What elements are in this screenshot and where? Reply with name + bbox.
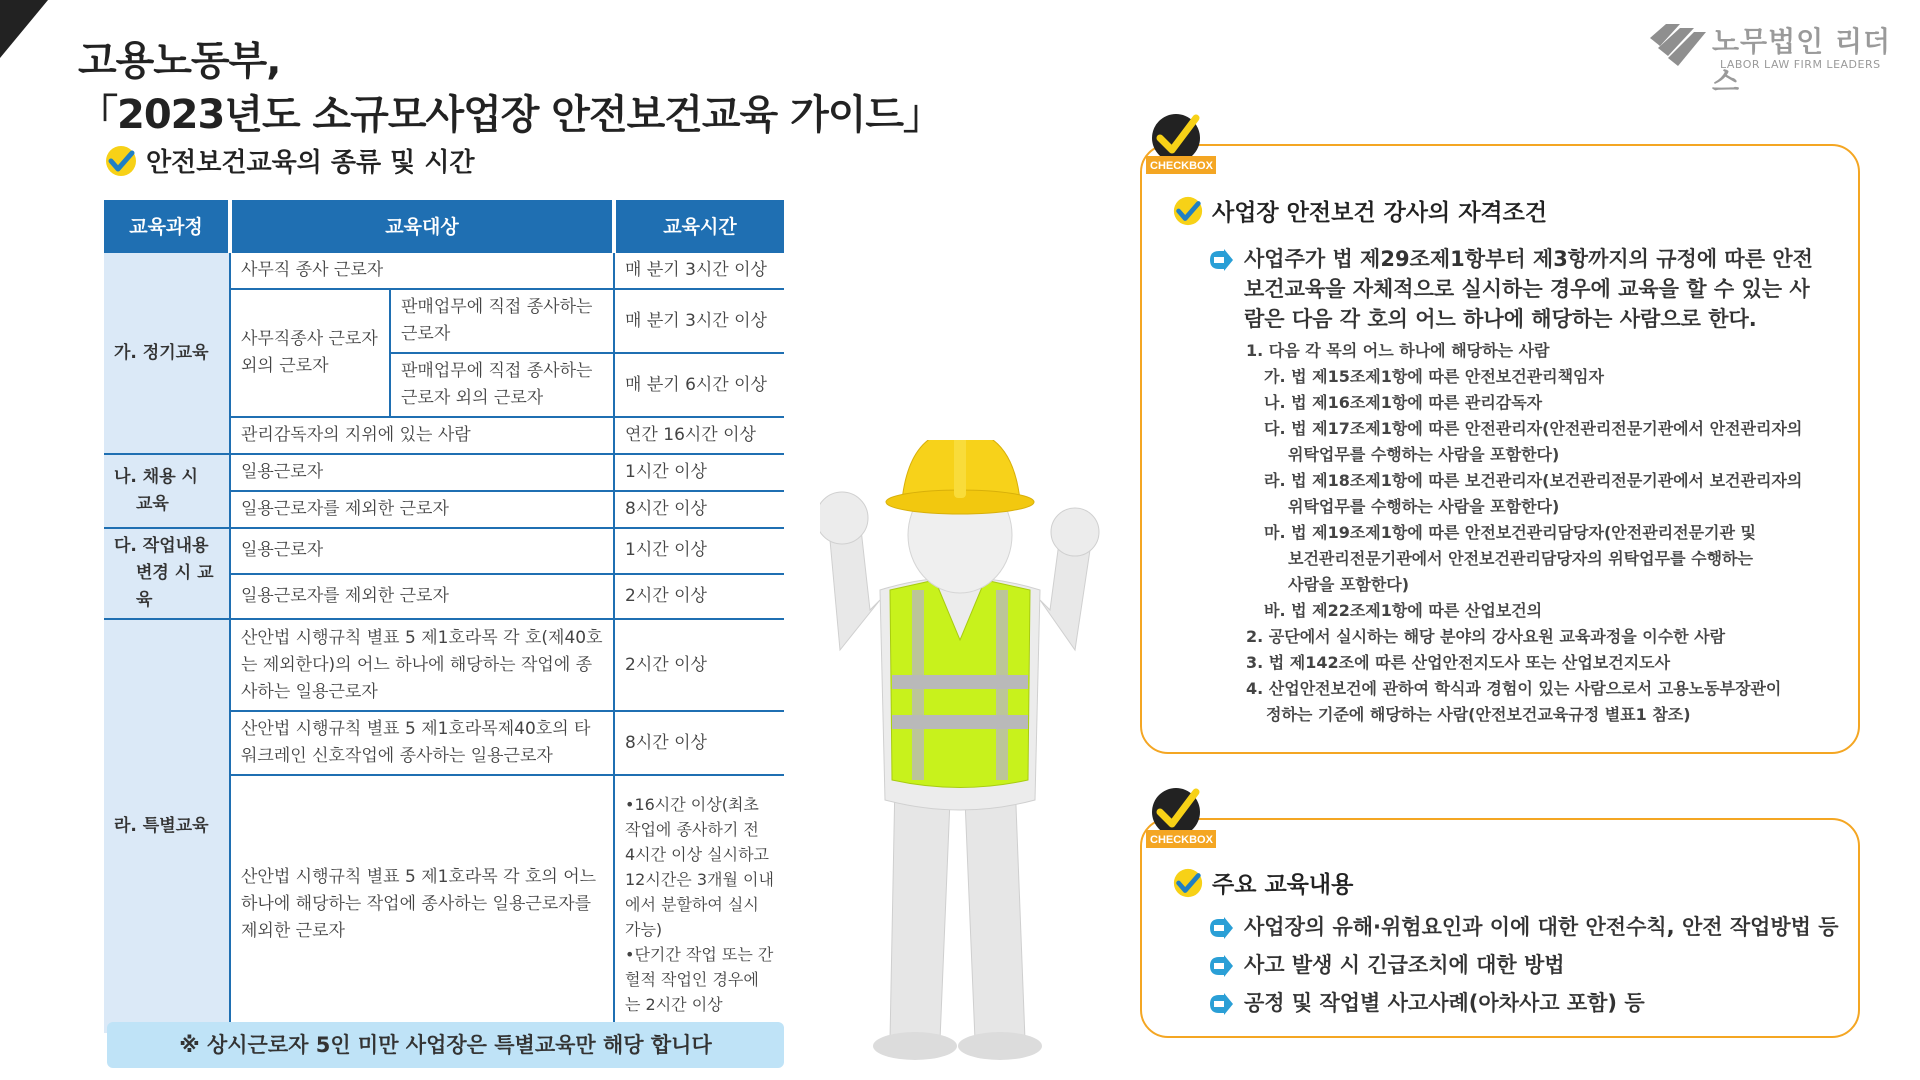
list-item: 3. 법 제142조에 따른 산업안전지도사 또는 산업보건지도사 [1246, 653, 1671, 672]
arrow-bullet-icon [1208, 249, 1234, 271]
time-cell: 매 분기 3시간 이상 [614, 289, 784, 353]
header-time: 교육시간 [614, 200, 784, 252]
page-title: 고용노동부, 「2023년도 소규모사업장 안전보건교육 가이드」 [78, 38, 942, 138]
list-item: 위탁업무를 수행하는 사람을 포함한다) [1288, 445, 1560, 464]
target-cell: 산안법 시행규칙 별표 5 제1호라목 각 호(제40호는 제외한다)의 어느 하나에 해당하는 작업에 종사하는 일용근로자 [230, 619, 614, 711]
list-item: 나. 법 제16조제1항에 따른 관리감독자 [1264, 393, 1543, 412]
check-icon [1172, 195, 1204, 227]
target-cell: 산안법 시행규칙 별표 5 제1호라목 각 호의 어느 하나에 해당하는 작업에 종사하는 일용근로자를 제외한 근로자 [230, 775, 614, 1033]
header-target: 교육대상 [230, 200, 614, 252]
badge-label: CHECKBOX [1150, 834, 1213, 846]
target-group-cell: 사무직종사 근로자 외의 근로자 [230, 289, 390, 417]
list-item: 바. 법 제22조제1항에 따른 산업보건의 [1264, 601, 1543, 620]
table-row [104, 619, 784, 711]
list-item: 마. 법 제19조제1항에 따른 안전보건관리담당자(안전관리전문기관 및 [1264, 523, 1756, 542]
stripes-logo-icon [1650, 22, 1706, 72]
time-cell: 8시간 이상 [614, 711, 784, 775]
check-icon [1172, 867, 1204, 899]
list-item: 1. 다음 각 목의 어느 하나에 해당하는 사람 [1246, 341, 1550, 360]
time-cell: 1시간 이상 [614, 528, 784, 574]
list-item: 2. 공단에서 실시하는 해당 분야의 강사요원 교육과정을 이수한 사람 [1246, 627, 1726, 646]
arrow-bullet-icon [1208, 993, 1234, 1015]
education-table [104, 200, 784, 1034]
arrow-bullet-icon [1208, 955, 1234, 977]
target-cell: 일용근로자를 제외한 근로자 [230, 574, 614, 620]
list-item: 사람을 포함한다) [1288, 575, 1410, 594]
time-cell: •16시간 이상(최초 작업에 종사하기 전 4시간 이상 실시하고 12시간은 3개월 이내에서 분할하여 실시가능) •단기간 작업 또는 간헐적 작업인 경우에는 2시간 이상 [614, 775, 784, 1033]
target-cell: 일용근로자 [230, 528, 614, 574]
table-row [104, 454, 784, 491]
time-cell: 2시간 이상 [614, 574, 784, 620]
education-types-heading: 안전보건교육의 종류 및 시간 [104, 142, 475, 179]
corner-decoration [0, 0, 48, 58]
course-hiring: 나. 채용 시 교육 [104, 454, 230, 528]
target-cell: 일용근로자 [230, 454, 614, 491]
content-points [1208, 912, 1848, 1018]
checkbox-badge-icon [1140, 786, 1218, 852]
target-cell: 산안법 시행규칙 별표 5 제1호라목제40호의 타워크레인 신호작업에 종사하는 일용근로자 [230, 711, 614, 775]
check-icon [104, 144, 138, 178]
list-item: 가. 법 제15조제1항에 따른 안전보건관리책임자 [1264, 367, 1604, 386]
course-change: 다. 작업내용 변경 시 교육 [104, 528, 230, 619]
target-cell: 판매업무에 직접 종사하는 근로자 [390, 289, 614, 353]
safety-worker-illustration [820, 440, 1100, 1070]
table-header-row [104, 200, 784, 252]
list-item: 정하는 기준에 해당하는 사람(안전보건교육규정 별표1 참조) [1266, 705, 1691, 724]
qualification-list [1246, 338, 1802, 728]
arrow-bullet-icon [1208, 917, 1234, 939]
list-item: 위탁업무를 수행하는 사람을 포함한다) [1288, 497, 1560, 516]
target-cell: 관리감독자의 지위에 있는 사람 [230, 417, 614, 454]
target-cell: 판매업무에 직접 종사하는 근로자 외의 근로자 [390, 353, 614, 417]
list-item: 공정 및 작업별 사고사례(아차사고 포함) 등 [1208, 988, 1848, 1018]
list-item: 4. 산업안전보건에 관하여 학식과 경험이 있는 사람으로서 고용노동부장관이 [1246, 679, 1782, 698]
qualification-heading: 사업장 안전보건 강사의 자격조건 [1172, 194, 1547, 227]
time-cell: 2시간 이상 [614, 619, 784, 711]
time-cell: 매 분기 3시간 이상 [614, 252, 784, 289]
content-heading: 주요 교육내용 [1172, 866, 1353, 899]
company-logo: 노무법인 리더스 LABOR LAW FIRM LEADERS [1650, 18, 1900, 78]
time-cell: 연간 16시간 이상 [614, 417, 784, 454]
checkbox-badge-icon [1140, 112, 1218, 178]
list-item: 보건관리전문기관에서 안전보건관리담당자의 위탁업무를 수행하는 [1288, 549, 1753, 568]
target-cell: 일용근로자를 제외한 근로자 [230, 491, 614, 528]
note-banner: ※ 상시근로자 5인 미만 사업장은 특별교육만 해당 합니다 [107, 1022, 784, 1068]
list-item: 사업장의 유해·위험요인과 이에 대한 안전수칙, 안전 작업방법 등 [1208, 912, 1848, 942]
table-row [104, 528, 784, 574]
header-course: 교육과정 [104, 200, 230, 252]
badge-label: CHECKBOX [1150, 160, 1213, 172]
list-item: 라. 법 제18조제1항에 따른 보건관리자(보건관리전문기관에서 보건관리자의 [1264, 471, 1803, 490]
table-row [104, 252, 784, 289]
time-cell: 1시간 이상 [614, 454, 784, 491]
course-special: 라. 특별교육 [104, 619, 230, 1033]
list-item: 다. 법 제17조제1항에 따른 안전관리자(안전관리전문기관에서 안전관리자의 [1264, 419, 1803, 438]
qualification-intro: 사업주가 법 제29조제1항부터 제3항까지의 규정에 따른 안전보건교육을 자체적으로 실시하는 경우에 교육을 할 수 있는 사람은 다음 각 호의 어느 하나에 해당하는 사람으로 한다. [1208, 244, 1828, 334]
time-cell: 매 분기 6시간 이상 [614, 353, 784, 417]
time-cell: 8시간 이상 [614, 491, 784, 528]
list-item: 사고 발생 시 긴급조치에 대한 방법 [1208, 950, 1848, 980]
target-cell: 사무직 종사 근로자 [230, 252, 614, 289]
course-regular: 가. 정기교육 [104, 252, 230, 454]
